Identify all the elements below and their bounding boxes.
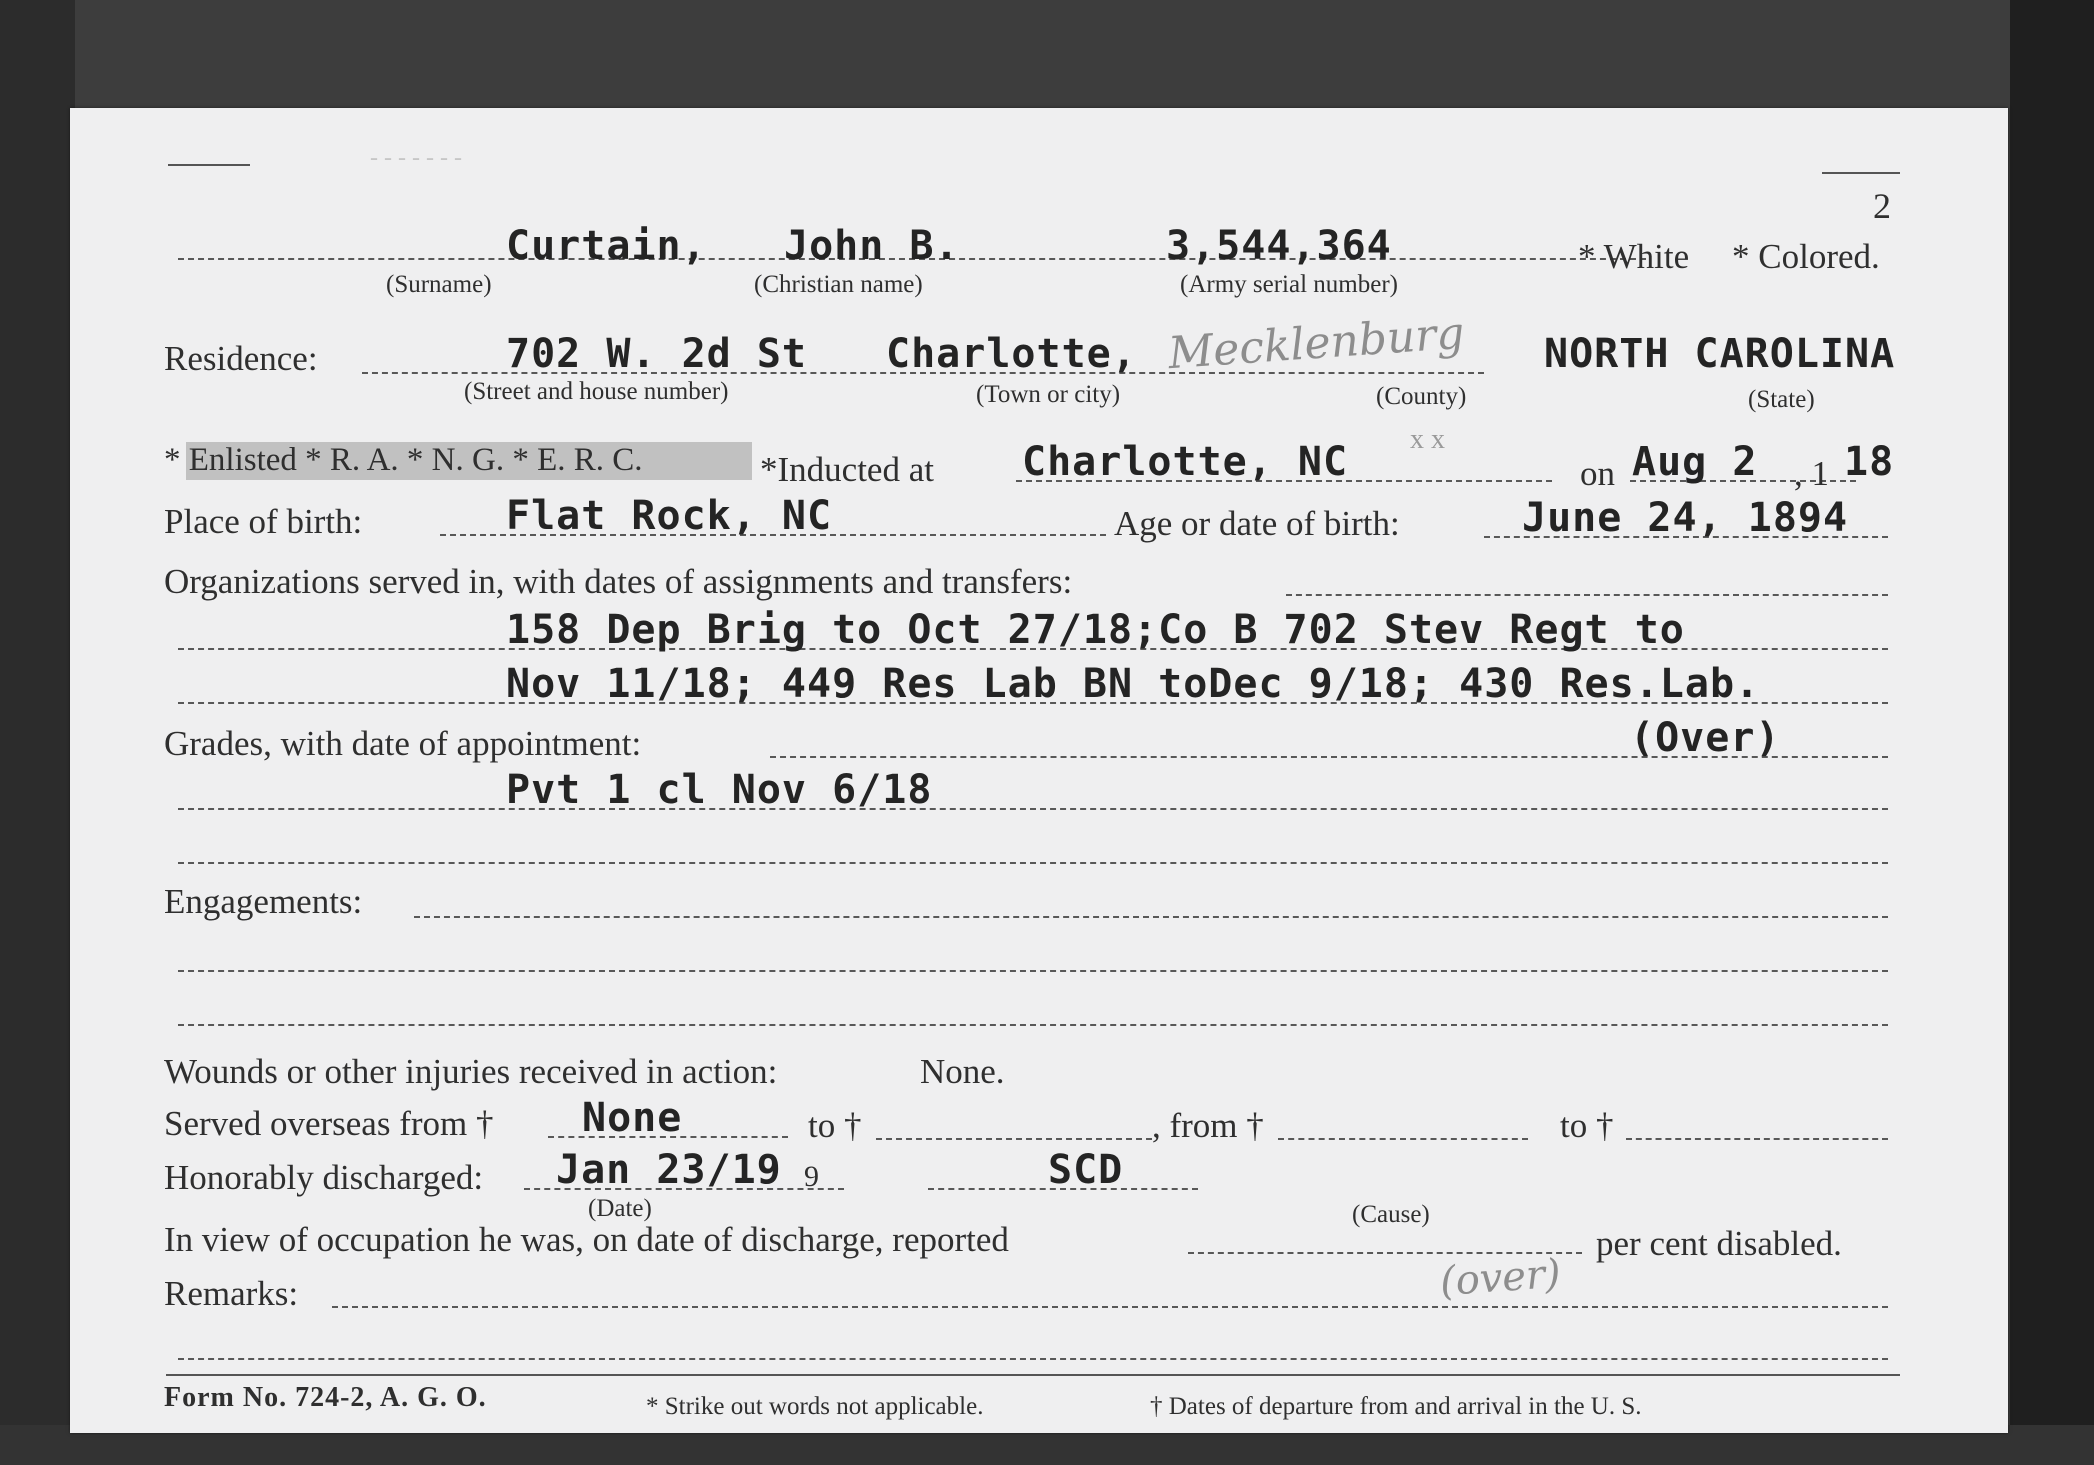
overseas-to-label-2: to †: [1560, 1106, 1614, 1145]
organizations-label-line: [1286, 594, 1888, 596]
grades-value: Pvt 1 cl Nov 6/18: [506, 767, 933, 813]
scan-background-top: [0, 0, 2094, 110]
street-caption: (Street and house number): [464, 378, 729, 405]
state-caption: (State): [1748, 386, 1815, 413]
footer-rule: [166, 1374, 1900, 1376]
serial-number-value: 3,544,364: [1166, 223, 1392, 269]
grades-over-note: (Over): [1630, 715, 1781, 761]
wounds-label: Wounds or other injuries received in action:: [164, 1052, 778, 1091]
place-of-birth-value: Flat Rock, NC: [506, 493, 833, 539]
date-of-birth-label: Age or date of birth:: [1114, 504, 1400, 543]
colored-label: * Colored.: [1732, 237, 1880, 276]
organizations-text-2: Nov 11/18; 449 Res Lab BN toDec 9/18; 430 Res.Lab.: [506, 661, 1761, 707]
induction-on-label: on: [1580, 454, 1615, 493]
disability-suffix: per cent disabled.: [1596, 1224, 1842, 1263]
town-value: Charlotte,: [886, 331, 1137, 377]
top-right-rule: [1822, 172, 1900, 174]
discharge-date-value: Jan 23/19: [556, 1147, 782, 1193]
remarks-line-2: [178, 1358, 1888, 1360]
discharge-year-print: 9: [804, 1160, 819, 1193]
surname-caption: (Surname): [386, 271, 492, 298]
scan-background-left: [0, 0, 75, 1465]
overseas-from-line-2: [1278, 1138, 1528, 1140]
grades-label: Grades, with date of appointment:: [164, 724, 642, 763]
remarks-handwritten: (over): [1438, 1250, 1563, 1306]
overseas-to-label: to †: [808, 1106, 862, 1145]
induction-marks: x x: [1410, 424, 1445, 455]
induction-place-value: Charlotte, NC: [1022, 439, 1349, 485]
induction-year-prefix: , 1: [1794, 454, 1829, 493]
town-caption: (Town or city): [976, 381, 1121, 408]
form-number: Form No. 724-2, A. G. O.: [164, 1382, 487, 1413]
service-record-card: [70, 108, 2008, 1433]
residence-label: Residence:: [164, 339, 318, 378]
disability-label: In view of occupation he was, on date of discharge, reported: [164, 1220, 1009, 1259]
engagements-line-3: [178, 1024, 1888, 1026]
serial-number-caption: (Army serial number): [1180, 271, 1398, 298]
christian-name-caption: (Christian name): [754, 271, 923, 298]
discharge-label: Honorably discharged:: [164, 1158, 484, 1197]
strike-note: * Strike out words not applicable.: [646, 1393, 984, 1420]
grades-line-1: [178, 808, 1888, 810]
county-handwritten: Mecklenburg: [1166, 307, 1466, 380]
engagements-label: Engagements:: [164, 882, 363, 921]
faint-marks: - - - - - - -: [370, 145, 462, 171]
street-value: 702 W. 2d St: [506, 331, 807, 377]
top-left-rule: [168, 164, 250, 166]
overseas-to-line-2: [1626, 1138, 1888, 1140]
state-value: NORTH CAROLINA: [1544, 331, 1896, 377]
induction-date-value: Aug 2: [1632, 439, 1758, 485]
surname-value: Curtain,: [506, 223, 707, 269]
wounds-value: None.: [920, 1052, 1005, 1091]
grades-line-2: [178, 862, 1888, 864]
county-caption: (County): [1376, 383, 1467, 410]
engagements-line-2: [178, 970, 1888, 972]
discharge-date-caption: (Date): [588, 1195, 652, 1222]
place-of-birth-label: Place of birth:: [164, 502, 363, 541]
christian-name-value: John B.: [784, 223, 960, 269]
overseas-to-line: [876, 1138, 1152, 1140]
inducted-at-label: *Inducted at: [760, 450, 934, 489]
remarks-line-1: [332, 1306, 1888, 1308]
remarks-label: Remarks:: [164, 1274, 299, 1313]
white-label: * White: [1578, 237, 1690, 276]
dates-note: † Dates of departure from and arrival in the U. S.: [1150, 1393, 1642, 1420]
discharge-cause-caption: (Cause): [1352, 1201, 1430, 1228]
engagements-line-1: [414, 916, 1888, 918]
overseas-label: Served overseas from †: [164, 1104, 494, 1143]
date-of-birth-value: June 24, 1894: [1522, 495, 1849, 541]
discharge-cause-value: SCD: [1048, 1147, 1124, 1193]
induction-year-value: 18: [1844, 439, 1895, 485]
enlisted-options-label: * Enlisted * R. A. * N. G. * E. R. C.: [164, 442, 643, 478]
organizations-text-1: 158 Dep Brig to Oct 27/18;Co B 702 Stev Regt to: [506, 607, 1685, 653]
overseas-from-value: None: [582, 1095, 683, 1141]
organizations-label: Organizations served in, with dates of assignments and transfers:: [164, 562, 1073, 601]
overseas-from-label-2: , from †: [1152, 1106, 1264, 1145]
page-number: 2: [1873, 186, 1891, 226]
scan-background-right: [2010, 0, 2094, 1465]
